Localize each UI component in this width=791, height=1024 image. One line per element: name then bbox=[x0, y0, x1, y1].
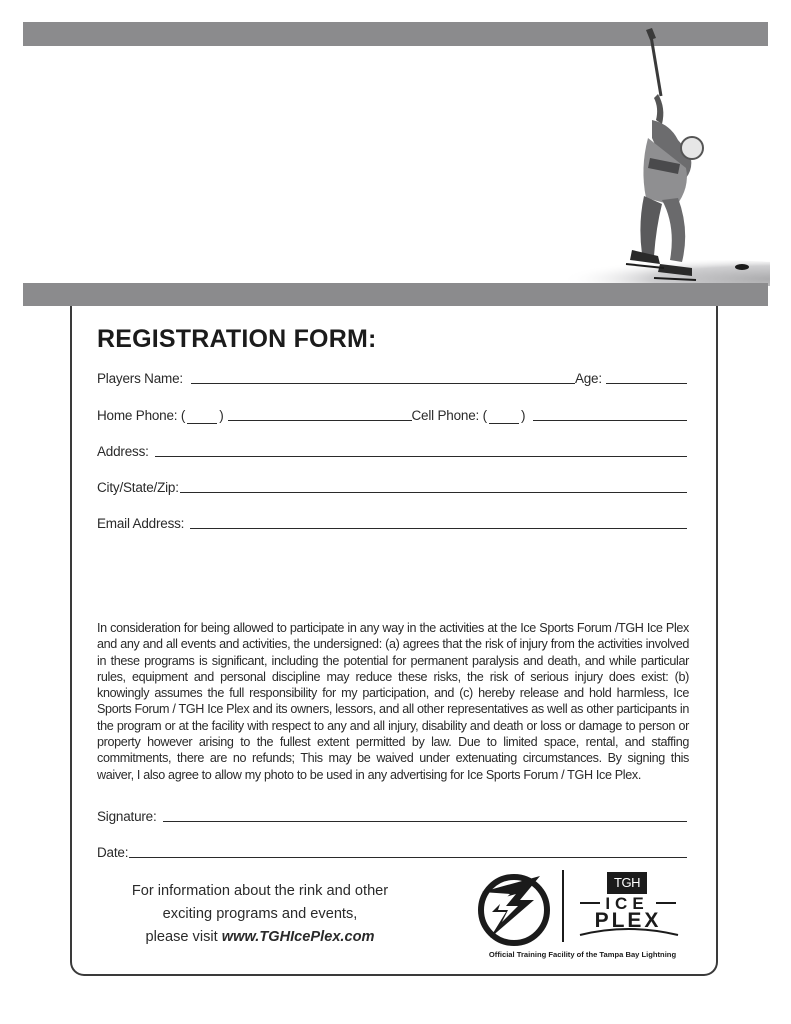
cell-phone-paren-close: ) bbox=[520, 408, 526, 423]
address-label: Address: bbox=[97, 444, 149, 459]
signature-field[interactable] bbox=[163, 807, 687, 822]
age-field[interactable] bbox=[606, 369, 687, 384]
official-facility-text: Official Training Facility of the Tampa Bay Lightning bbox=[488, 950, 677, 959]
plex-text: PLEX bbox=[594, 909, 662, 932]
address-field[interactable] bbox=[155, 442, 687, 457]
header-bar-bottom bbox=[23, 283, 768, 306]
home-phone-label: Home Phone: ( bbox=[97, 408, 186, 423]
date-label: Date: bbox=[97, 845, 129, 860]
form-title: REGISTRATION FORM: bbox=[97, 325, 377, 353]
cell-phone-label: Cell Phone: ( bbox=[411, 408, 487, 423]
age-label: Age: bbox=[574, 371, 602, 386]
info-line-1: For information about the rink and other bbox=[131, 883, 389, 899]
ice-text: ICE bbox=[605, 894, 649, 913]
home-phone-field[interactable] bbox=[228, 406, 412, 421]
date-field[interactable] bbox=[129, 843, 687, 858]
waiver-text: In consideration for being allowed to participate in any way in the activities at the Ice Sports Forum /TGH Ice Plex and any and all events and activities, the undersigned: (a) agrees that the risk of injury from the activities involved in these programs is significant, including the potential for permanent paralysis and death, and while particular rules, equipment and personal discipline may reduce these risks, the risk of serious injury does exist: (b) knowingly assumes the full responsibility for my participation, and (c) hereby release and hold harmless, Ice Sports Forum / TGH Ice Plex and its owners, lessors, and all other representatives as well as other participants in the program or at the facility with respect to any and all injury, disability and death or loss or damage to person or property however arising to the fullest extent permitted by law. Due to limited space, rental, and staffing commitments, there are no refunds; This may be waived under extenuating circumstances. By signing this waiver, I also agree to allow my photo to be used in any advertising for Ice Sports Forum / TGH Ice Plex. bbox=[97, 621, 689, 782]
city-state-zip-field[interactable] bbox=[180, 478, 687, 493]
cell-phone-field[interactable] bbox=[533, 406, 687, 421]
logo-divider bbox=[562, 870, 564, 942]
home-area-code-field[interactable] bbox=[187, 411, 217, 424]
home-phone-paren-close: ) bbox=[219, 408, 224, 423]
hockey-player-icon bbox=[480, 28, 770, 286]
players-name-field[interactable] bbox=[191, 369, 575, 384]
city-state-zip-label: City/State/Zip: bbox=[97, 480, 179, 495]
signature-row bbox=[97, 805, 687, 825]
date-row bbox=[97, 841, 687, 861]
info-line-3-prefix: please visit bbox=[145, 929, 222, 945]
tgh-badge: TGH bbox=[607, 872, 647, 894]
phone-row bbox=[97, 404, 687, 424]
email-label: Email Address: bbox=[97, 516, 185, 531]
logos-block bbox=[470, 866, 695, 966]
cell-area-code-field[interactable] bbox=[489, 411, 519, 424]
address-row bbox=[97, 440, 687, 460]
email-field[interactable] bbox=[190, 514, 687, 529]
players-name-label: Players Name: bbox=[97, 371, 183, 386]
info-line-3 bbox=[104, 926, 416, 949]
email-row bbox=[97, 512, 687, 532]
city-state-zip-row bbox=[97, 476, 687, 496]
info-block bbox=[104, 880, 416, 949]
lightning-bolt-icon bbox=[476, 870, 552, 946]
website-link[interactable]: www.TGHIcePlex.com bbox=[221, 929, 375, 945]
players-name-row bbox=[97, 367, 687, 387]
info-line-2: exciting programs and events, bbox=[162, 906, 358, 922]
signature-label: Signature: bbox=[97, 809, 157, 824]
